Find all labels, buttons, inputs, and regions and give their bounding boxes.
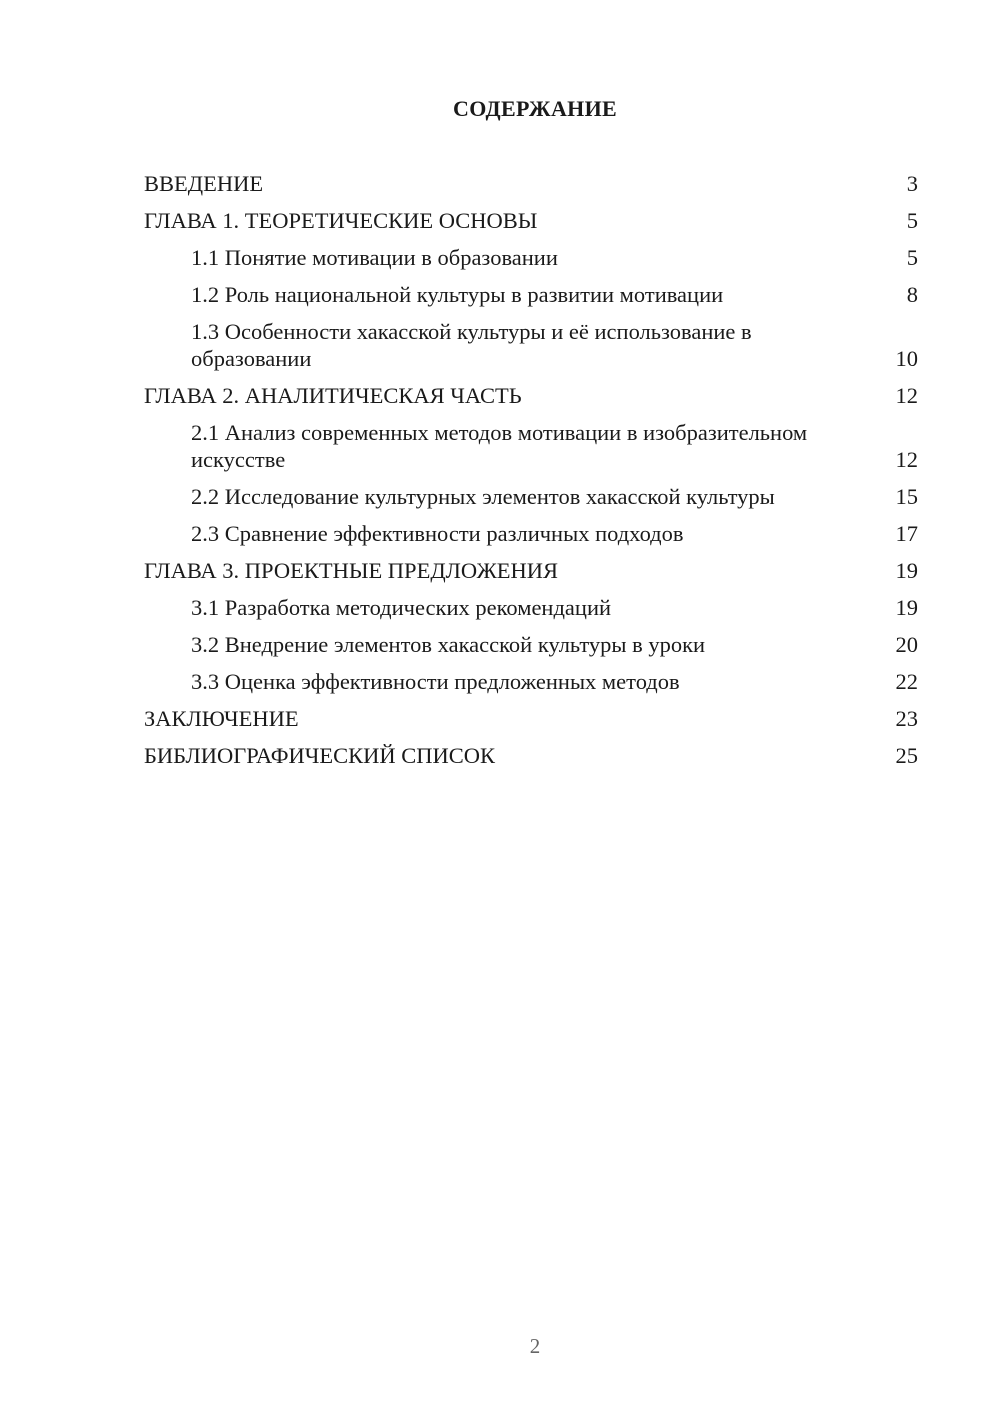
toc-entry-section-1-2[interactable] [144,281,920,308]
toc-entry-page: 17 [895,521,918,546]
toc-entry-label: 2.3 Сравнение эффективности различных подходов [191,521,684,546]
toc-entry-label: 1.3 Особенности хакасской культуры и её использование в образовании [191,319,752,371]
toc-entry-label: 3.2 Внедрение элементов хакасской культуры в уроки [191,632,706,657]
toc-entry-page: 19 [895,558,918,583]
toc-entry-label: 1.1 Понятие мотивации в образовании [191,245,558,270]
toc-entry-page: 25 [895,743,918,768]
toc-entry-page: 20 [895,632,918,657]
toc-entry-section-1-3[interactable] [144,318,920,372]
page-number: 2 [529,1334,541,1358]
toc-entry-page: 23 [895,706,918,731]
toc-entry-label: ВВЕДЕНИЕ [144,171,264,196]
toc-entry-section-3-1[interactable] [144,594,920,621]
toc-entry-label: 2.1 Анализ современных методов мотивации в изобразительном искусстве [191,420,808,472]
toc-entry-section-2-1[interactable] [144,419,920,473]
toc-entry-section-3-2[interactable] [144,631,920,658]
toc-entry-label: 3.1 Разработка методических рекомендаций [191,595,612,620]
toc-entry-section-2-3[interactable] [144,520,920,547]
toc-entry-label: 1.2 Роль национальной культуры в развитии мотивации [191,282,724,307]
toc-entry-page: 10 [895,346,918,371]
toc-entry-conclusion[interactable] [144,705,920,732]
toc-entry-section-3-3[interactable] [144,668,920,695]
toc-entry-page: 8 [906,282,918,307]
toc-entry-section-2-2[interactable] [144,483,920,510]
toc-entry-label: 3.3 Оценка эффективности предложенных методов [191,669,680,694]
toc-entry-label: ГЛАВА 3. ПРОЕКТНЫЕ ПРЕДЛОЖЕНИЯ [144,558,559,583]
toc-entry-label: ГЛАВА 1. ТЕОРЕТИЧЕСКИЕ ОСНОВЫ [144,208,538,233]
toc-entry-label: 2.2 Исследование культурных элементов хакасской культуры [191,484,775,509]
toc-entry-page: 15 [895,484,918,509]
toc-entry-page: 5 [906,208,918,233]
page-title: СОДЕРЖАНИЕ [453,96,617,121]
toc-entry-page: 12 [895,383,918,408]
toc-entry-chapter-3[interactable] [144,557,920,584]
toc-entry-page: 19 [895,595,918,620]
toc-entry-chapter-2[interactable] [144,382,920,409]
toc-entry-label: ЗАКЛЮЧЕНИЕ [144,706,299,731]
toc-entry-page: 12 [895,447,918,472]
table-of-contents [144,170,920,779]
toc-entry-bibliography[interactable] [144,742,920,769]
toc-entry-label: БИБЛИОГРАФИЧЕСКИЙ СПИСОК [144,743,496,768]
toc-entry-introduction[interactable] [144,170,920,197]
toc-entry-page: 3 [906,171,918,196]
toc-entry-page: 5 [906,245,918,270]
toc-entry-chapter-1[interactable] [144,207,920,234]
toc-entry-section-1-1[interactable] [144,244,920,271]
toc-entry-page: 22 [895,669,918,694]
toc-entry-label: ГЛАВА 2. АНАЛИТИЧЕСКАЯ ЧАСТЬ [144,383,522,408]
